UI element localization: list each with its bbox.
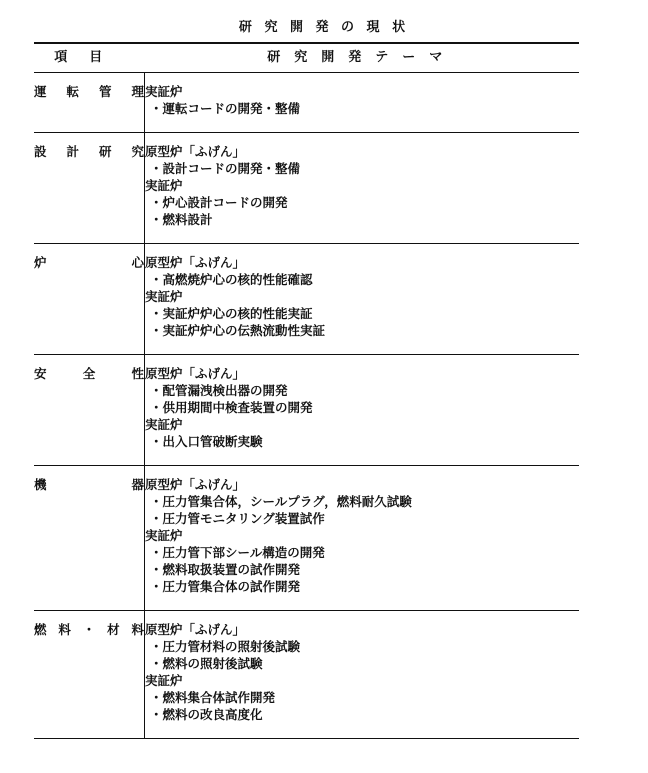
theme-list-item: ・燃料集合体試作開発 (150, 689, 276, 705)
item-cell: 運転管理 (34, 72, 145, 132)
theme-list-item: ・圧力管モニタリング装置試作 (150, 510, 325, 526)
page-title: 研 究 開 発 の 現 状 (238, 20, 410, 35)
theme-list-item: ・供用期間中検査装置の開発 (150, 399, 313, 415)
item-cell: 炉心 (34, 243, 145, 354)
reactor-group-title: 原型炉「ふげん」 (145, 476, 246, 492)
theme-list-item: ・圧力管材料の照射後試験 (150, 638, 301, 654)
theme-list-item: ・実証炉炉心の伝熱流動性実証 (150, 322, 326, 338)
theme-list-item: ・燃料設計 (150, 211, 213, 227)
theme-list-item: ・燃料の照射後試験 (150, 655, 263, 671)
column-header-theme: 研究開発テーマ (145, 43, 580, 72)
theme-list-item: ・実証炉炉心の核的性能実証 (150, 305, 313, 321)
reactor-group-title: 実証炉 (145, 416, 183, 432)
table-body (34, 72, 579, 738)
table-row (34, 72, 579, 132)
theme-cell (145, 465, 580, 610)
theme-list-item: ・燃料の改良高度化 (150, 706, 263, 722)
theme-cell (145, 72, 580, 132)
reactor-group-title: 原型炉「ふげん」 (145, 143, 246, 159)
theme-cell (145, 132, 580, 243)
reactor-group-title: 原型炉「ふげん」 (145, 365, 246, 381)
research-status-table (34, 42, 579, 739)
table-row (34, 243, 579, 354)
theme-cell (145, 354, 580, 465)
theme-list-item: ・設計コードの開発・整備 (150, 160, 301, 176)
theme-list-item: ・炉心設計コードの開発 (150, 194, 288, 210)
table-row (34, 132, 579, 243)
theme-cell (145, 610, 580, 738)
reactor-group-title: 原型炉「ふげん」 (145, 254, 246, 270)
theme-list-item: ・圧力管集合体，シールプラグ，燃料耐久試験 (150, 493, 412, 509)
theme-cell (145, 243, 580, 354)
table-row (34, 465, 579, 610)
theme-list-item: ・配管漏洩検出器の開発 (150, 382, 288, 398)
reactor-group-title: 実証炉 (145, 177, 183, 193)
item-cell: 燃料・材料 (34, 610, 145, 738)
theme-list-item: ・圧力管集合体の試作開発 (150, 578, 301, 594)
reactor-group-title: 実証炉 (145, 288, 183, 304)
reactor-group-title: 実証炉 (145, 83, 183, 99)
table-header-row (34, 43, 579, 72)
table-row (34, 610, 579, 738)
item-cell: 設計研究 (34, 132, 145, 243)
theme-list-item: ・燃料取扱装置の試作開発 (150, 561, 301, 577)
theme-list-item: ・圧力管下部シール構造の開発 (150, 544, 325, 560)
reactor-group-title: 原型炉「ふげん」 (145, 621, 246, 637)
item-cell: 安全性 (34, 354, 145, 465)
reactor-group-title: 実証炉 (145, 527, 183, 543)
theme-list-item: ・高燃焼炉心の核的性能確認 (150, 271, 313, 287)
table-row (34, 354, 579, 465)
item-cell: 機器 (34, 465, 145, 610)
theme-list-item: ・出入口管破断実験 (150, 433, 263, 449)
reactor-group-title: 実証炉 (145, 672, 183, 688)
theme-list-item: ・運転コードの開発・整備 (150, 100, 301, 116)
column-header-item: 項目 (34, 43, 145, 72)
